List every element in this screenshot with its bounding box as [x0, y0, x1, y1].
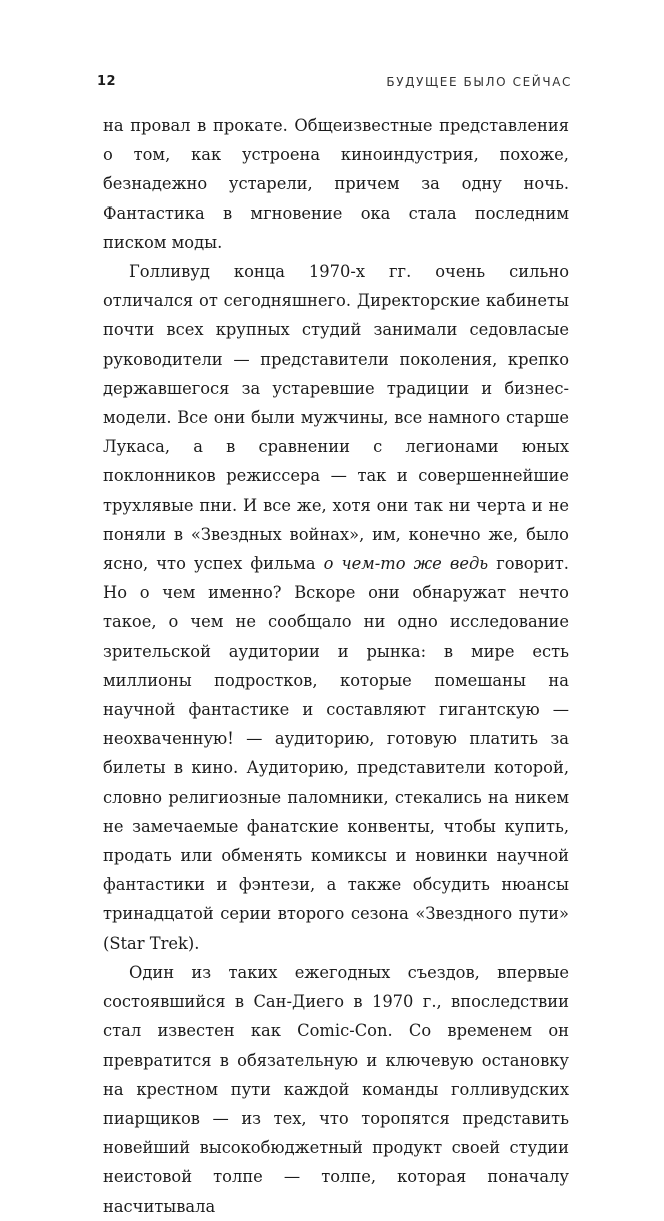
paragraph-2 — [103, 257, 569, 958]
paragraph-2-text-before: Голливуд конца 1970-х гг. очень сильно отличался от сегодняшнего. Директорские кабинеты почти всех крупных студий занимали седовласые руководители — представители поколения, крепко державшегося за устаревшие традиции и бизнес-модели. Все они были мужчины, все намного старше Лукаса, а в сравнении с легионами юных поклонников режиссера — так и совершеннейшие трухлявые пни. И все же, хотя они так ни черта и не поняли в «Звездных войнах», им, конечно же, было ясно, что успех фильма — [103, 262, 569, 574]
page-number: 12 — [97, 74, 117, 89]
paragraph-3: Один из таких ежегодных съездов, впервые состоявшийся в Сан-Диего в 1970 г., впоследствии стал известен как Comic-Con. Со временем он превратится в обязательную и ключевую остановку на крестном пути каждой команды голливудских пиарщиков — из тех, что торопятся представить новейший высокобюджетный продукт своей студии неистовой толпе — толпе, которая поначалу насчитывала — [103, 962, 569, 1216]
running-title: БУДУЩЕЕ БЫЛО СЕЙЧАС — [386, 75, 572, 89]
paragraph-2-italic-phrase: о чем-то же ведь — [323, 554, 489, 574]
paragraph-2-text-after: говорит. Но о чем именно? Вскоре они обнаружат нечто такое, о чем не сообщало ни одно исследование зрительской аудитории и рынка: в мире есть миллионы подростков, которые помешаны на научной фантастике и составляют гигантскую — неохваченную! — аудиторию, готовую платить за билеты в кино. Аудиторию, представители которой, словно религиозные паломники, стекались на никем не замечаемые фанатские конвенты, чтобы купить, продать или обменять комиксы и новинки научной фантастики и фэнтези, а также обсудить нюансы тринадцатой серии второго сезона «Звездного пути» (Star Trek). — [103, 554, 569, 953]
body-text — [103, 111, 569, 1221]
paragraph-1: на провал в прокате. Общеизвестные представления о том, как устроена киноиндустрия, похоже, безнадежно устарели, причем за одну ночь. Фантастика в мгновение ока стала последним писком моды. — [103, 116, 569, 252]
